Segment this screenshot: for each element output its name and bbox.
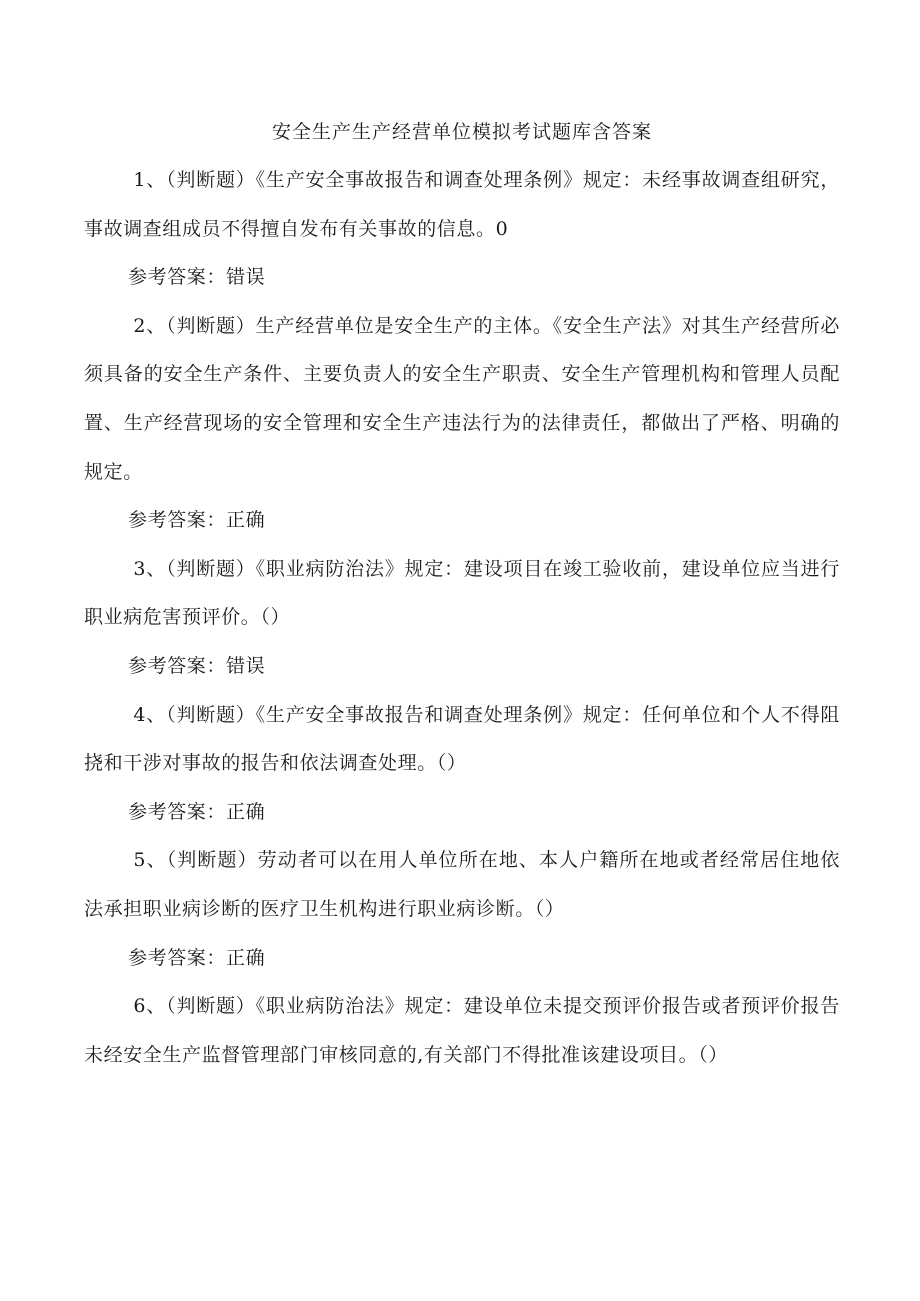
answer-1: 参考答案：错误 [128, 266, 266, 289]
answer-5: 参考答案：正确 [128, 946, 266, 969]
question-3: 3、（判断题）《职业病防治法》规定：建设项目在竣工验收前，建设单位应当进行职业病危害预评价。（） [84, 557, 840, 629]
document-title: 安全生产生产经营单位模拟考试题库含答案 [271, 121, 652, 143]
question-5: 5、（判断题）劳动者可以在用人单位所在地、本人户籍所在地或者经常居住地依法承担职业病诊断的医疗卫生机构进行职业病诊断。（） [84, 849, 840, 920]
answer-2: 参考答案：正确 [128, 509, 266, 532]
question-1: 1、（判断题）《生产安全事故报告和调查处理条例》规定：未经事故调查组研究，事故调查组成员不得擅自发布有关事故的信息。0 [84, 169, 840, 240]
answer-4: 参考答案：正确 [128, 800, 266, 823]
question-4: 4、（判断题）《生产安全事故报告和调查处理条例》规定：任何单位和个人不得阻挠和干涉对事故的报告和依法调查处理。（） [84, 703, 840, 775]
question-list [84, 156, 840, 1079]
question-2: 2、（判断题）生产经营单位是安全生产的主体。《安全生产法》对其生产经营所必须具备的安全生产条件、主要负责人的安全生产职责、安全生产管理机构和管理人员配置、生产经营现场的安全管理和安全生产违法行为的法律责任，都做出了严格、明确的规定。 [84, 314, 840, 483]
question-6: 6、（判断题）《职业病防治法》规定：建设单位未提交预评价报告或者预评价报告未经安全生产监督管理部门审核同意的,有关部门不得批准该建设项目。（） [84, 995, 840, 1066]
answer-3: 参考答案：错误 [128, 654, 266, 677]
